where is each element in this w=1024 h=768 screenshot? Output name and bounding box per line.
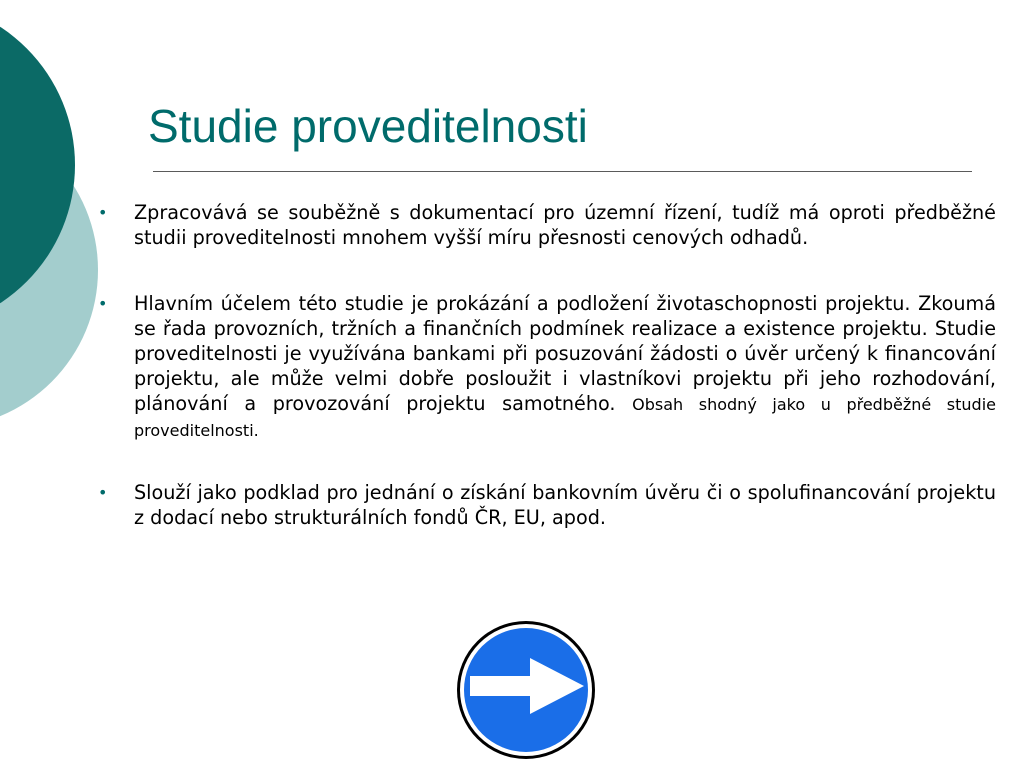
bullet-text-1: Zpracovává se souběžně s dokumentací pro územní řízení, tudíž má oproti předběžné studii proveditelnosti mnohem vyšší míru přesnosti cenových odhadů. [134, 201, 996, 249]
bullet-text-3: Slouží jako podklad pro jednání o získání bankovním úvěru či o spolufinancování projektu z dodací nebo strukturálních fondů ČR, EU, apod. [134, 481, 996, 529]
right-arrow-sign-icon [454, 618, 598, 762]
bullet-list [98, 200, 997, 530]
bullet-dot-icon: • [98, 483, 108, 502]
bullet-item-2 [98, 291, 997, 443]
bullet-dot-icon: • [98, 203, 108, 222]
bullet-dot-icon: • [98, 294, 108, 313]
bullet-note-2: Obsah shodný jako u předběžné studie proveditelnosti. [134, 395, 997, 440]
title-divider [153, 171, 972, 172]
bullet-item-3 [98, 480, 996, 530]
bullet-item-1 [98, 200, 996, 250]
bullet-text-2: Hlavním účelem této studie je prokázání a podložení životaschopnosti projektu. Zkoumá se řada provozních, tržních a finančních podmínek realizace a existence projektu. Studie proveditelnosti je využívána bankami při posuzování žádosti o úvěr určený k financování projektu, ale může velmi dobře posloužit i vlastníkovi projektu při jeho rozhodování, plánování a provozování projektu samotného. [134, 292, 996, 415]
decorative-circles [0, 0, 110, 420]
slide-title: Studie proveditelnosti [148, 100, 588, 152]
